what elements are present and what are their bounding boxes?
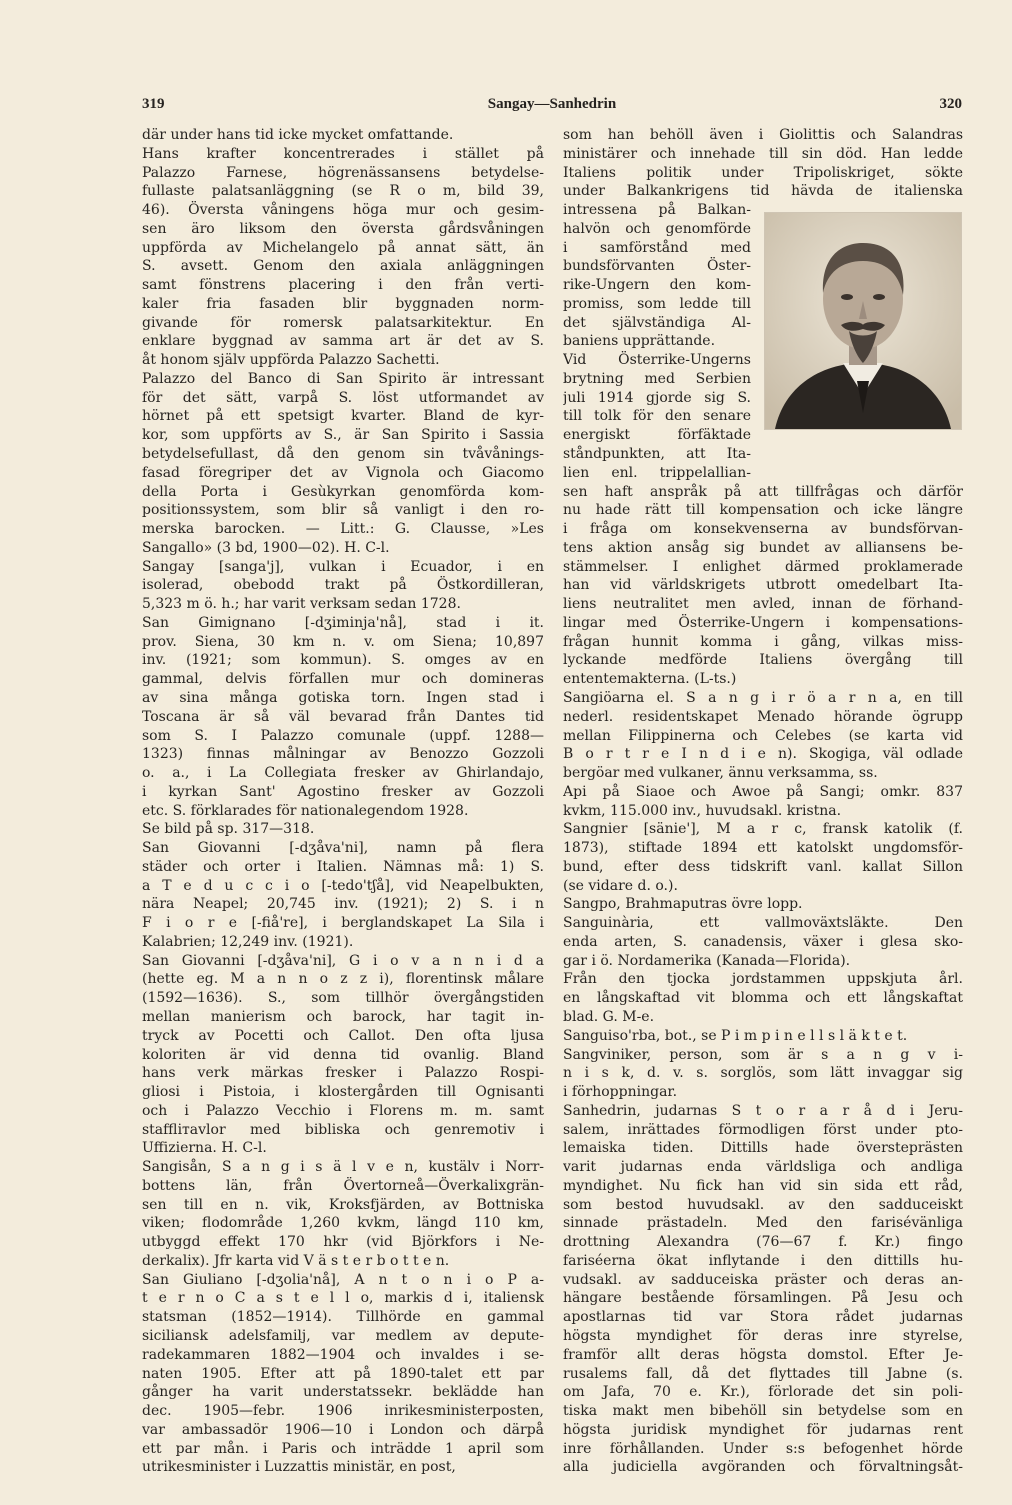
text-line: San Giovanni [-dʒåva'ni], namn på flera [142, 840, 544, 857]
text-line: juli 1914 gjorde sig S. [563, 389, 751, 406]
text-line: i kyrkan Sant' Agostino fresker av Gozzoli [142, 783, 544, 800]
text-line: nu hade rätt till kompensation och icke längre [563, 502, 963, 519]
text-line: t e r n o C a s t e l l o, markis d i, italiensk [142, 1290, 544, 1307]
text-line: gar i ö. Nordamerika (Kanada—Florida). [563, 952, 851, 969]
text-line: intressena på Balkan- [563, 202, 751, 219]
text-line: städer och orter i Italien. Nämnas må: 1) S. [142, 858, 544, 875]
text-line: San Gimignano [-dʒiminja'nå], stad i it. [142, 614, 544, 631]
portrait-image [765, 213, 961, 429]
text-line: ententemakterna. (L-ts.) [563, 671, 737, 688]
text-line: gliosi i Pistoia, i klostergården till Ognisanti [142, 1084, 544, 1101]
text-line: han vid världskrigets utbrott omedelbart Ita- [563, 577, 963, 594]
text-line: i förhoppningar. [563, 1084, 678, 1101]
text-line: Sangay [sanga'j], vulkan i Ecuador, i en [142, 558, 544, 575]
text-line: positionssystem, som blir så vanligt i den ro- [142, 502, 544, 519]
text-line: Sanhedrin, judarnas S t o r a r å d i Jeru- [563, 1102, 963, 1119]
text-line: statsman (1852—1914). Tillhörde en gammal [142, 1309, 544, 1326]
text-line: S. avsett. Genom den axiala anläggningen [142, 258, 544, 275]
text-line: utrikesminister i Luzzattis ministär, en post, [142, 1459, 456, 1476]
text-line: Sangviniker, person, som är s a n g v i- [563, 1046, 963, 1063]
text-line: fasad föregriper det av Vignola och Giacomo [142, 464, 544, 481]
text-line: hörnet på ett spetsigt kvarter. Bland de kyr- [142, 408, 544, 425]
text-line: tens aktion ansåg sig bundet av alliansens be- [563, 539, 963, 556]
text-line: energiskt förfäktade [563, 427, 751, 444]
text-line: enda arten, S. canadensis, växer i glesa sko- [563, 933, 963, 950]
text-line: Se bild på sp. 317—318. [142, 821, 315, 838]
text-line: n i s k, d. v. s. sorglös, som lätt invaggar sig [563, 1065, 963, 1082]
text-line: kaler fria fasaden blir byggnaden norm- [142, 295, 544, 312]
text-line: dec. 1905—febr. 1906 inrikesministerposten, [142, 1403, 544, 1420]
text-line: gammal, delvis förfallen mur och domineras [142, 671, 544, 688]
text-line: lingar med Österrike-Ungern i kompensations- [563, 614, 963, 631]
portrait-photo [764, 212, 962, 430]
text-line: Kalabrien; 12,249 inv. (1921). [142, 933, 354, 950]
text-line: enklare byggnad av samma art är det av S. [142, 333, 544, 350]
text-line: för det sätt, varpå S. löst utformandet av [142, 389, 544, 406]
text-line: sen äro liksom den översta gårdsvåningen [142, 220, 544, 237]
text-line: sinnade prästadeln. Med den farisévänliga [563, 1215, 963, 1232]
text-line: bundsförvanten Öster- [563, 258, 751, 275]
text-line: promiss, som ledde till [563, 295, 751, 312]
text-line: 5,323 m ö. h.; har varit verksam sedan 1728. [142, 596, 461, 613]
text-line: F i o r e [-fiå're], i berglandskapet La Sila i [142, 915, 544, 932]
text-line: ståndpunkten, att Ita- [563, 446, 751, 463]
text-line: Vid Österrike-Ungerns [563, 352, 751, 369]
text-line: Sangallo» (3 bd, 1900—02). H. C-l. [142, 539, 390, 556]
text-line: vudsakl. av sadduceiska präster och deras an- [563, 1271, 963, 1288]
text-line: bund, efter dess tidskrift vanl. kallat Sillon [563, 858, 963, 875]
text-line: Sanguiso'rba, bot., se P i m p i n e l l s l ä k t e t. [563, 1027, 908, 1044]
text-line: Hans krafter koncentrerades i stället på [142, 145, 544, 162]
text-line: liens neutralitet men avled, innan de förhand- [563, 596, 963, 613]
text-line: samt fönstrens placering i den från verti- [142, 277, 544, 294]
text-line: uppförda av Michelangelo på annat sätt, än [142, 239, 544, 256]
text-line: halvön och genomförde [563, 220, 751, 237]
text-line: baniens upprättande. [563, 333, 716, 350]
text-line: i fråga om konsekvenserna av bundsförvan- [563, 521, 963, 538]
text-line: hängare bestående församlingen. På Jesu och [563, 1290, 963, 1307]
page-number-right: 320 [939, 96, 962, 112]
text-line: San Giuliano [-dʒolia'nå], A n t o n i o P a- [142, 1271, 544, 1288]
running-header [142, 96, 962, 116]
text-line: som bestod huvudsakl. av den sadduceiskt [563, 1196, 963, 1213]
text-line: frågan hunnit komma i gång, vilkas miss- [563, 633, 963, 650]
text-line: i samförstånd med [563, 239, 751, 256]
text-line: givande för romersk palatsarkitektur. En [142, 314, 544, 331]
text-line: bergöar med vulkaner, ännu verksamma, ss. [563, 765, 878, 782]
text-line: det självständiga Al- [563, 314, 751, 331]
text-line: ministärer och innehade till sin död. Han ledde [563, 145, 963, 162]
text-line: lemaiska tiden. Dittills hade översteprästen [563, 1140, 963, 1157]
text-line: om Jafa, 70 e. Kr.), förlorade det sin poli- [563, 1384, 963, 1401]
text-line: nära Neapel; 20,745 inv. (1921); 2) S. i n [142, 896, 544, 913]
text-line: hans verk märkas fresker i Palazzo Rospi- [142, 1065, 544, 1082]
text-line: tiska makt men bibehöll sin betydelse som en [563, 1403, 963, 1420]
text-line: en långskaftad vit blomma och ett långskaftat [563, 990, 963, 1007]
text-line: sen till en n. vik, Kroksfjärden, av Bottniska [142, 1196, 544, 1213]
text-line: della Porta i Gesùkyrkan genomförda kom- [142, 483, 544, 500]
text-line: Sangpo, Brahmaputras övre lopp. [563, 896, 803, 913]
text-line: mellan manierism och barock, har tagit in- [142, 1008, 544, 1025]
text-line: viken; flodområde 1,260 kvkm, längd 110 km, [142, 1215, 544, 1232]
text-line: Palazzo del Banco di San Spirito är intressant [142, 370, 544, 387]
text-line: drottning Alexandra (76—67 f. Kr.) fingo [563, 1234, 963, 1251]
text-line: fariséerna ökat inflytande i den dittills hu- [563, 1252, 963, 1269]
text-line: nederl. residentskapet Menado hörande ögrupp [563, 708, 963, 725]
text-line: till tolk för den senare [563, 408, 751, 425]
text-line: isolerad, obebodd trakt på Östkordilleran, [142, 577, 544, 594]
text-line: derkalix). Jfr karta vid V ä s t e r b o t t e n. [142, 1252, 450, 1269]
text-line: framför allt deras högsta domstol. Efter Je- [563, 1346, 963, 1363]
text-line: Från den tjocka jordstammen uppskjuta årl. [563, 971, 963, 988]
text-line: som han behöll även i Giolittis och Salandras [563, 127, 963, 143]
text-line: (se vidare d. o.). [563, 877, 678, 894]
text-line: fullaste palatsanläggning (se R o m, bild 39, [142, 183, 544, 200]
text-line: bottens län, från Övertorneå—Överkalixgrän- [142, 1177, 544, 1194]
text-line: brytning med Serbien [563, 370, 751, 387]
text-line: merska barocken. — Litt.: G. Clausse, »Les [142, 521, 544, 538]
text-line: myndighet. Nu fick han vid sin sida ett råd, [563, 1177, 963, 1194]
text-line: inv. (1921; som kommun). S. omges av en [142, 652, 544, 669]
text-line: rusalems fall, då det flyttades till Jabne (s. [563, 1365, 963, 1382]
text-line: Sangiöarna el. S a n g i r ö a r n a, en till [563, 689, 963, 706]
text-line: koloriten är vid denna tid ovanlig. Bland [142, 1046, 544, 1063]
text-line: prov. Siena, 30 km n. v. om Siena; 10,897 [142, 633, 544, 650]
page-number-left: 319 [142, 96, 165, 112]
text-line: Sangisån, S a n g i s ä l v e n, kustälv i Norr- [142, 1159, 544, 1176]
text-line: tryck av Pocetti och Callot. Den ofta ljusa [142, 1027, 544, 1044]
text-line: kor, som uppförts av S., är San Spirito i Sassia [142, 427, 544, 444]
text-line: Uffizierna. H. C-l. [142, 1140, 267, 1157]
text-line: naten 1905. Efter att på 1890-talet ett par [142, 1365, 544, 1382]
text-line: Sanguinària, ett vallmoväxtsläkte. Den [563, 915, 963, 932]
text-line: salem, inrättades förmodligen först under pto- [563, 1121, 963, 1138]
text-line: som S. I Palazzo comunale (uppf. 1288— [142, 727, 544, 744]
text-line: a T e d u c c i o [-tedo'tʃå], vid Neapelbukten, [142, 877, 544, 894]
left-column [142, 126, 544, 1477]
text-line: radekammaren 1882—1904 och invaldes i se- [142, 1346, 544, 1363]
text-line: rike-Ungern den kom- [563, 277, 751, 294]
text-line: gånger ha varit understatssekr. beklädde han [142, 1384, 544, 1401]
text-line: av sina många gotiska torn. Ingen stad i [142, 689, 544, 706]
text-line: där under hans tid icke mycket omfattande. [142, 127, 454, 143]
text-line: åt honom själv uppförda Palazzo Sachetti. [142, 352, 440, 369]
text-line: kvkm, 115.000 inv., huvudsakl. kristna. [563, 802, 842, 819]
text-line: lien enl. trippelallian- [563, 464, 751, 481]
text-line: Italiens politik under Tripoliskriget, sökte [563, 164, 963, 181]
text-line: 1323) finnas målningar av Benozzo Gozzoli [142, 746, 544, 763]
text-line: Palazzo Farnese, högrenässansens betydelse- [142, 164, 544, 181]
text-line: högsta myndighet för deras inre styrelse, [563, 1328, 963, 1344]
text-line: San Giovanni [-dʒåva'ni], G i o v a n n i d a [142, 952, 544, 969]
text-line: alla judiciella avgöranden och förvaltningsåt- [563, 1459, 963, 1476]
text-line: 1873), stiftade 1894 ett katolskt ungdomsför- [563, 840, 963, 857]
text-line: sen haft anspråk på att tillfrågas och därför [563, 483, 963, 500]
text-line: 46). Översta våningens höga mur och gesim- [142, 202, 544, 219]
text-line: siciliansk adelsfamilj, var medlem av depute- [142, 1328, 544, 1344]
text-line: inre förhållanden. Under s:s befogenhet hörde [563, 1440, 963, 1457]
text-line: Sangnier [sänie'], M a r c, fransk katolik (f. [563, 821, 963, 838]
text-line: utbyggd effekt 170 hkr (vid Björkfors i Ne- [142, 1234, 544, 1251]
running-title: Sangay—Sanhedrin [487, 96, 617, 112]
text-line: Api på Siaoe och Awoe på Sangi; omkr. 837 [563, 783, 963, 800]
text-line: (1592—1636). S., som tillhör övergångstiden [142, 990, 544, 1007]
text-line: var ambassadör 1906—10 i London och därpå [142, 1421, 544, 1438]
text-line: betydelsefullast, då den genom sin tvåvånings- [142, 446, 544, 463]
text-line: apostlarnas tid var Stora rådet judarnas [563, 1309, 963, 1326]
text-line: stämmelser. I enlighet därmed proklamerade [563, 558, 963, 575]
text-line: etc. S. förklarades för nationalegendom 1928. [142, 802, 469, 819]
text-line: Toscana är så väl bevarad från Dantes tid [142, 708, 544, 725]
text-line: staffliтavlor med bibliska och genremotiv i [142, 1121, 544, 1138]
text-line: högsta juridisk myndighet för judarnas rent [563, 1421, 963, 1438]
text-line: varit judarnas enda världsliga och andliga [563, 1159, 963, 1176]
text-line: under Balkankrigens tid hävda de italienska [563, 183, 963, 200]
text-line: mellan Filippinerna och Celebes (se karta vid [563, 727, 963, 744]
text-line: (hette eg. M a n n o z z i), florentinsk målare [142, 971, 544, 988]
text-line: lyckande medförde Italiens övergång till [563, 652, 963, 669]
text-line: B o r t r e I n d i e n). Skogiga, väl odlade [563, 746, 963, 763]
text-line: och i Palazzo Vecchio i Florens m. m. samt [142, 1102, 544, 1119]
text-line: o. a., i La Collegiata fresker av Ghirlandajo, [142, 765, 544, 782]
text-line: ett par mån. i Paris och inträdde 1 april som [142, 1440, 544, 1457]
text-line: blad. G. M-e. [563, 1008, 655, 1025]
